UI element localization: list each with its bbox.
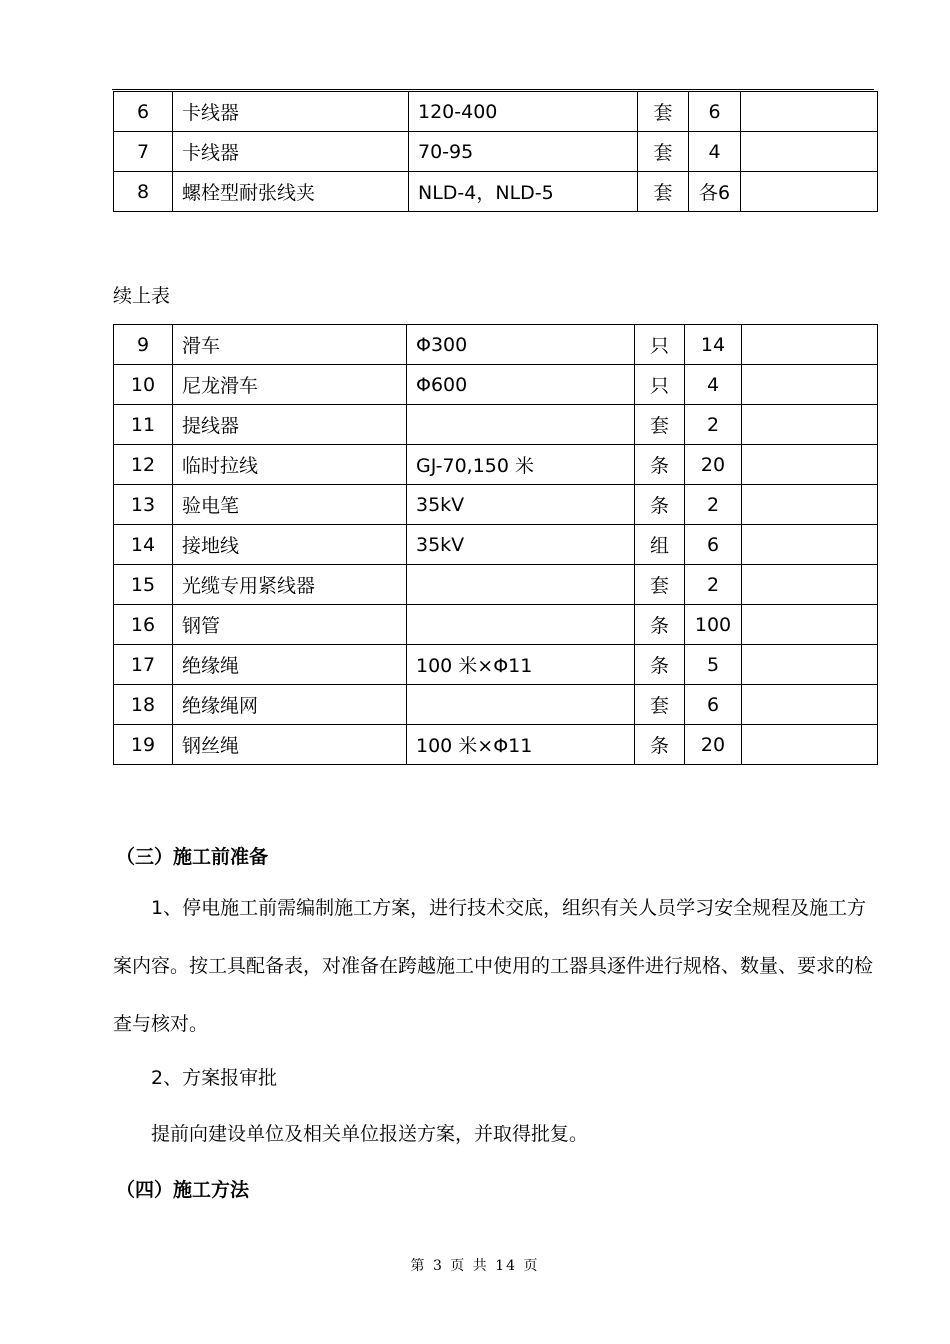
cell-quantity: 20 xyxy=(685,725,742,765)
cell-unit: 套 xyxy=(638,92,689,132)
cell-remarks xyxy=(742,565,878,605)
cell-number: 8 xyxy=(114,172,173,212)
equipment-table-part2 xyxy=(113,324,878,765)
cell-unit: 组 xyxy=(635,525,685,565)
cell-number: 16 xyxy=(114,605,173,645)
table-row xyxy=(114,92,878,132)
cell-remarks xyxy=(742,605,878,645)
cell-unit: 套 xyxy=(638,172,689,212)
cell-quantity: 各6 xyxy=(689,172,741,212)
cell-unit: 套 xyxy=(635,565,685,605)
approval-item-text: 提前向建设单位及相关单位报送方案，并取得批复。 xyxy=(151,1123,589,1145)
cell-remarks xyxy=(742,645,878,685)
section-heading-method: （四）施工方法 xyxy=(116,1179,250,1201)
cell-quantity: 100 xyxy=(685,605,742,645)
cell-item-name: 卡线器 xyxy=(173,92,409,132)
cell-item-name: 钢丝绳 xyxy=(173,725,407,765)
approval-item-title: 2、方案报审批 xyxy=(151,1067,278,1089)
cell-remarks xyxy=(742,365,878,405)
cell-remarks xyxy=(742,405,878,445)
cell-remarks xyxy=(741,132,878,172)
page-number-footer: 第 3 页 共 14 页 xyxy=(410,1258,540,1274)
cell-remarks xyxy=(741,92,878,132)
cell-specification: 100 米×Φ11 xyxy=(407,645,635,685)
table-row xyxy=(114,365,878,405)
cell-remarks xyxy=(742,445,878,485)
cell-number: 6 xyxy=(114,92,173,132)
cell-quantity: 6 xyxy=(689,92,741,132)
cell-quantity: 20 xyxy=(685,445,742,485)
cell-number: 15 xyxy=(114,565,173,605)
cell-item-name: 绝缘绳网 xyxy=(173,685,407,725)
cell-item-name: 螺栓型耐张线夹 xyxy=(173,172,409,212)
cell-unit: 套 xyxy=(635,405,685,445)
cell-item-name: 临时拉线 xyxy=(173,445,407,485)
cell-number: 19 xyxy=(114,725,173,765)
table-row xyxy=(114,325,878,365)
cell-specification: NLD-4，NLD-5 xyxy=(409,172,638,212)
cell-unit: 只 xyxy=(635,325,685,365)
table-row xyxy=(114,605,878,645)
table-row xyxy=(114,132,878,172)
cell-item-name: 钢管 xyxy=(173,605,407,645)
table-row xyxy=(114,565,878,605)
cell-specification: 35kV xyxy=(407,525,635,565)
cell-item-name: 滑车 xyxy=(173,325,407,365)
table-row xyxy=(114,172,878,212)
cell-specification xyxy=(407,605,635,645)
cell-specification: GJ-70,150 米 xyxy=(407,445,635,485)
preparation-paragraph: 1、停电施工前需编制施工方案，进行技术交底，组织有关人员学习安全规程及施工方案内容。按工具配备表，对准备在跨越施工中使用的工器具逐件进行规格、数量、要求的检查与核对。 xyxy=(113,897,874,1035)
cell-item-name: 绝缘绳 xyxy=(173,645,407,685)
table-row xyxy=(114,525,878,565)
section-heading-preparation: （三）施工前准备 xyxy=(116,846,269,868)
cell-unit: 条 xyxy=(635,485,685,525)
table-row xyxy=(114,445,878,485)
cell-quantity: 4 xyxy=(689,132,741,172)
cell-specification: 35kV xyxy=(407,485,635,525)
cell-number: 7 xyxy=(114,132,173,172)
table-row xyxy=(114,725,878,765)
cell-item-name: 卡线器 xyxy=(173,132,409,172)
cell-quantity: 5 xyxy=(685,645,742,685)
header-rule xyxy=(112,89,874,90)
cell-specification: Φ300 xyxy=(407,325,635,365)
cell-unit: 条 xyxy=(635,725,685,765)
equipment-table-part1 xyxy=(113,91,878,212)
cell-number: 9 xyxy=(114,325,173,365)
cell-number: 17 xyxy=(114,645,173,685)
cell-number: 18 xyxy=(114,685,173,725)
cell-number: 12 xyxy=(114,445,173,485)
cell-item-name: 尼龙滑车 xyxy=(173,365,407,405)
cell-unit: 条 xyxy=(635,445,685,485)
cell-remarks xyxy=(741,172,878,212)
table-row xyxy=(114,685,878,725)
cell-specification: 100 米×Φ11 xyxy=(407,725,635,765)
cell-remarks xyxy=(742,725,878,765)
cell-number: 14 xyxy=(114,525,173,565)
table-row xyxy=(114,485,878,525)
cell-unit: 套 xyxy=(635,685,685,725)
table-row xyxy=(114,405,878,445)
cell-item-name: 光缆专用紧线器 xyxy=(173,565,407,605)
cell-quantity: 2 xyxy=(685,485,742,525)
cell-item-name: 验电笔 xyxy=(173,485,407,525)
cell-specification xyxy=(407,565,635,605)
cell-specification: 120-400 xyxy=(409,92,638,132)
cell-number: 11 xyxy=(114,405,173,445)
cell-number: 13 xyxy=(114,485,173,525)
cell-specification xyxy=(407,405,635,445)
cell-number: 10 xyxy=(114,365,173,405)
cell-specification xyxy=(407,685,635,725)
cell-remarks xyxy=(742,525,878,565)
cell-item-name: 提线器 xyxy=(173,405,407,445)
cell-unit: 只 xyxy=(635,365,685,405)
cell-unit: 套 xyxy=(638,132,689,172)
cell-specification: 70-95 xyxy=(409,132,638,172)
cell-unit: 条 xyxy=(635,645,685,685)
cell-quantity: 6 xyxy=(685,525,742,565)
cell-item-name: 接地线 xyxy=(173,525,407,565)
cell-quantity: 2 xyxy=(685,405,742,445)
cell-unit: 条 xyxy=(635,605,685,645)
cell-quantity: 2 xyxy=(685,565,742,605)
table-row xyxy=(114,645,878,685)
continued-table-label: 续上表 xyxy=(113,285,171,307)
cell-remarks xyxy=(742,685,878,725)
cell-remarks xyxy=(742,485,878,525)
cell-remarks xyxy=(742,325,878,365)
cell-quantity: 14 xyxy=(685,325,742,365)
cell-specification: Φ600 xyxy=(407,365,635,405)
cell-quantity: 4 xyxy=(685,365,742,405)
cell-quantity: 6 xyxy=(685,685,742,725)
